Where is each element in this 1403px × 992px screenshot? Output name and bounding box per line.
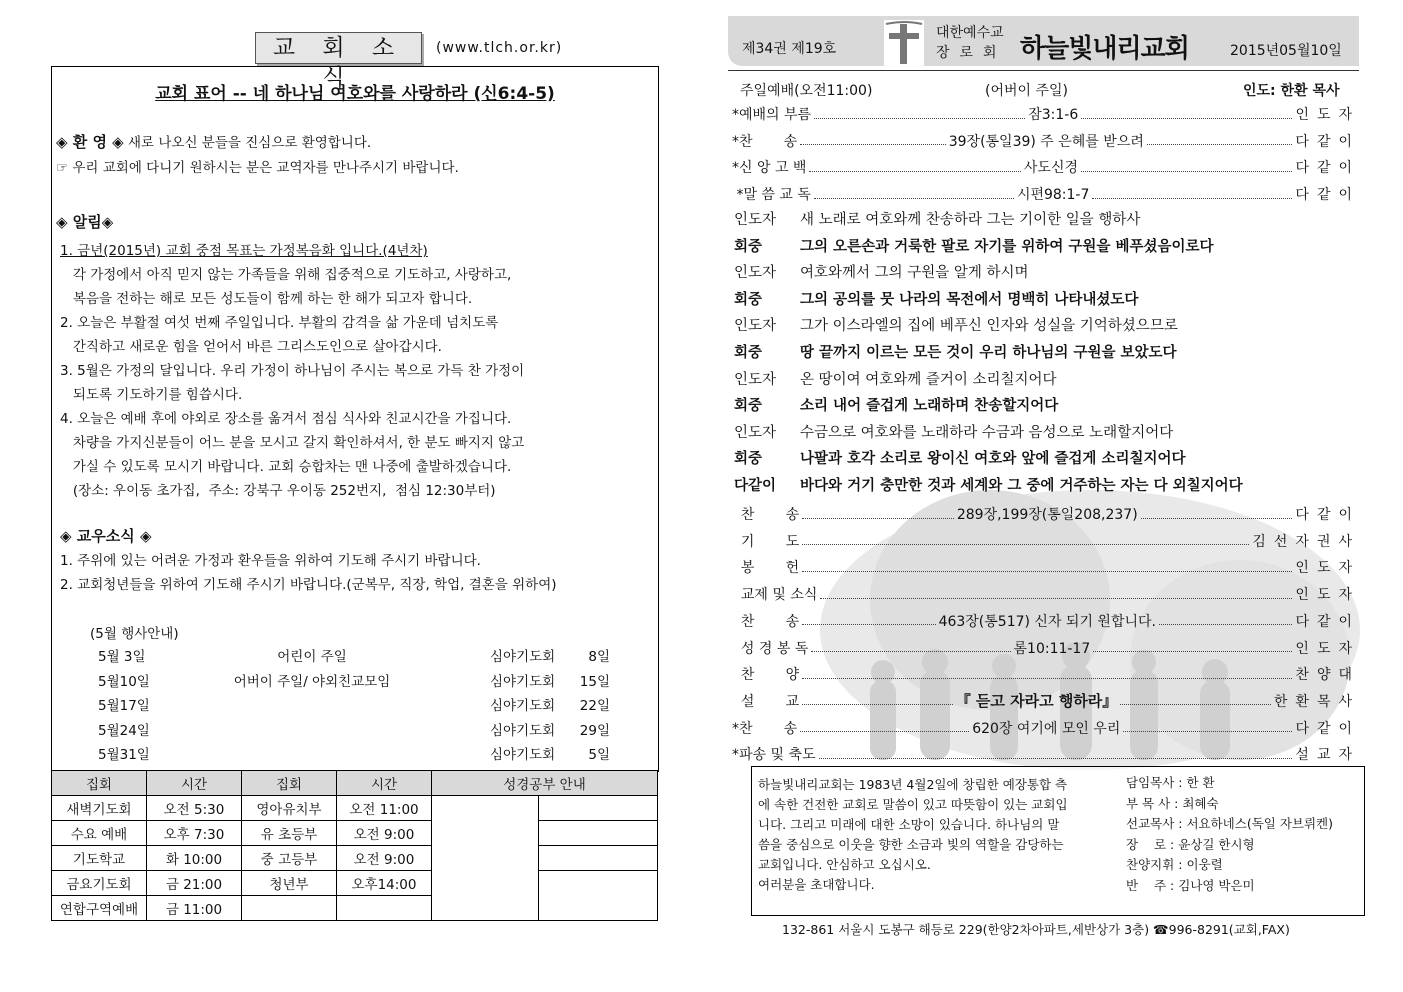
member-news-line: 2. 교회청년들을 위하여 기도해 주시기 바랍니다.(군복무, 직장, 학업, 결혼을 위하여)	[60, 577, 557, 593]
schedule-cell: 금 11:00	[147, 896, 242, 921]
responsive-line	[734, 421, 1173, 442]
responsive-line	[734, 474, 1243, 495]
order-content: 620장 여기에 모인 우리	[972, 720, 1121, 737]
schedule-cell: 금요기도회	[52, 871, 147, 896]
reading-text: 수금으로 여호와를 노래하라 수금과 음성으로 노래할지어다	[800, 424, 1174, 441]
welcome-section	[56, 131, 459, 176]
schedule-header: 집회	[52, 771, 147, 796]
staff-line: 선교목사 : 서요하네스(독일 자브뤼켄)	[1126, 816, 1334, 832]
reading-text: 그가 이스라엘의 집에 베푸신 인자와 성실을 기억하셨으므로	[800, 318, 1178, 335]
order-label: 교제 및 소식	[732, 587, 818, 604]
schedule-cell: 오전 9:00	[337, 821, 432, 846]
staff-list	[1126, 773, 1333, 897]
responsive-line	[734, 394, 1058, 415]
leader-dots	[802, 624, 935, 625]
bible-study-cell	[539, 821, 658, 846]
order-leader: 인도자	[1295, 560, 1360, 577]
leader-dots	[809, 171, 1020, 172]
schedule-cell: 오전 11:00	[337, 796, 432, 821]
denomination-line2: 장로회	[936, 45, 1007, 61]
notice-line: 3. 5월은 가정의 달입니다. 우리 가정이 하나님이 주시는 복으로 가득 찬 가정이	[60, 363, 525, 379]
schedule-row	[52, 871, 658, 896]
order-leader: 설교자	[1295, 747, 1360, 764]
leader-dots	[800, 731, 969, 732]
leader-dots	[802, 704, 953, 705]
leader-dots	[811, 651, 1010, 652]
order-label: 봉 헌	[732, 560, 800, 577]
schedule-header-row	[52, 771, 658, 796]
schedule-cell: 청년부	[242, 871, 337, 896]
schedule-cell: 화 10:00	[147, 846, 242, 871]
staff-line: 장 로 : 윤상길 한시형	[1126, 836, 1255, 852]
order-leader: 인도자	[1295, 107, 1361, 123]
event-day: 5일	[588, 747, 610, 763]
leader-dots	[1093, 651, 1292, 652]
event-name: 어린이 주일	[277, 649, 347, 665]
order-label: 성 경 봉 독	[732, 640, 809, 657]
order-item	[732, 663, 1360, 685]
order-label: *파송 및 축도	[732, 747, 816, 764]
event-date: 5월10일	[98, 673, 150, 690]
order-item	[732, 690, 1360, 712]
members-news-heading: ◈ 교우소식 ◈	[60, 527, 152, 545]
order-leader: 인도자	[1295, 640, 1360, 657]
welcome-heading: ◈ 환 영 ◈	[56, 133, 124, 151]
order-leader: 찬양대	[1295, 667, 1360, 684]
reading-text: 온 땅이여 여호와께 즐거이 소리칠지어다	[800, 371, 1057, 388]
order-leader: 다같이	[1295, 613, 1361, 630]
members-news-list	[60, 549, 557, 597]
schedule-cell: 오후14:00	[337, 871, 432, 896]
responsive-line	[734, 314, 1178, 335]
event-date: 5월31일	[98, 747, 150, 763]
order-content: 시편98:1-7	[1016, 187, 1090, 204]
schedule-cell: 수요 예배	[52, 821, 147, 846]
website-url[interactable]: (www.tlch.or.kr)	[436, 40, 563, 56]
header-rule	[728, 70, 1359, 71]
leader-dots	[1120, 704, 1271, 705]
reader-role: 인도자	[734, 424, 777, 441]
schedule-cell: 중 고등부	[242, 846, 337, 871]
event-day: 15일	[579, 673, 610, 690]
event-day: 29일	[579, 722, 610, 739]
order-item	[732, 503, 1360, 525]
order-item	[732, 156, 1361, 178]
responsive-line	[734, 261, 1029, 282]
responsive-line	[734, 288, 1138, 309]
notice-line: 2. 오늘은 부활절 여섯 번째 주일입니다. 부활의 감격을 삶 가운데 넘치도록	[60, 315, 499, 331]
order-content: 롬10:11-17	[1013, 640, 1091, 657]
order-item	[732, 183, 1360, 205]
order-leader: 다같이	[1295, 187, 1360, 204]
reading-text: 소리 내어 즐겁게 노래하며 찬송할지어다	[800, 398, 1059, 415]
schedule-cell: 영아유치부	[242, 796, 337, 821]
intro-line: 여러분을 초대합니다.	[758, 877, 875, 892]
order-item	[732, 130, 1360, 152]
order-content: 463장(통517) 신자 되기 원합니다.	[938, 613, 1156, 630]
events-heading: (5월 행사안내)	[90, 626, 179, 642]
order-item	[732, 743, 1360, 765]
order-leader: 다같이	[1295, 160, 1361, 177]
church-introduction	[758, 775, 1118, 895]
order-item	[732, 583, 1360, 605]
order-label: *신 앙 고 백	[732, 160, 807, 177]
event-row	[52, 743, 658, 768]
order-label: 설 교	[732, 693, 800, 710]
responsive-line	[734, 208, 1140, 229]
news-box	[51, 66, 659, 772]
leader-dots	[1141, 518, 1293, 519]
denomination-line1: 대한예수교	[936, 25, 1004, 41]
leader-dots	[800, 144, 946, 145]
reading-text: 그의 공의를 뭇 나라의 목전에서 명백히 나타내셨도다	[800, 291, 1139, 308]
responsive-line	[734, 341, 1177, 362]
schedule-row	[52, 846, 658, 871]
intro-line: 에 속한 건전한 교회로 말씀이 있고 따뜻함이 있는 교회입	[758, 797, 1068, 812]
staff-line: 부 목 사 : 최혜숙	[1126, 795, 1219, 811]
notice-line: 각 가정에서 아직 믿지 않는 가족들을 위해 집중적으로 기도하고, 사랑하고,	[60, 267, 512, 283]
schedule-cell: 오전 9:00	[337, 846, 432, 871]
event-prayer: 심야기도회	[490, 747, 556, 763]
event-name: 어버이 주일/ 야외친교모임	[233, 673, 391, 690]
notices-heading: ◈ 알림◈	[56, 213, 114, 231]
reader-role: 인도자	[734, 212, 777, 228]
order-leader: 인도자	[1295, 587, 1360, 604]
notice-line: 복음을 전하는 해로 모든 성도들이 함께 하는 한 해가 되고자 합니다.	[60, 291, 473, 307]
notice-line: 간직하고 새로운 힘을 얻어서 바른 그리스도인으로 살아갑시다.	[60, 339, 442, 355]
schedule-cell: 기도학교	[52, 846, 147, 871]
order-leader: 김선자권사	[1252, 533, 1360, 550]
notice-line: 차량을 가지신분들이 어느 분을 모시고 갈지 확인하셔서, 한 분도 빠지지 않고	[60, 435, 525, 451]
responsive-line	[734, 235, 1214, 256]
reader-role: 인도자	[734, 318, 777, 335]
order-content: 289장,199장(통일208,237)	[956, 507, 1138, 523]
leader-dots	[1081, 118, 1292, 119]
news-title: 교 회 소 식	[255, 32, 422, 64]
leader-dots	[819, 758, 1293, 759]
intro-line: 니다. 그리고 미래에 대한 소망이 있습니다. 하나님의 말	[758, 817, 1060, 832]
event-row	[52, 719, 658, 744]
reader-role: 회중	[734, 451, 763, 468]
order-leader: 한환목사	[1273, 693, 1360, 710]
intro-line: 하늘빛내리교회는 1983년 4월2일에 창립한 예장통합 측	[758, 777, 1068, 792]
notice-line: 되도록 기도하기를 힘씁시다.	[60, 387, 243, 403]
welcome-note: ☞ 우리 교회에 다니기 원하시는 분은 교역자를 만나주시기 바랍니다.	[56, 160, 459, 176]
address-footer: 132-861 서울시 도봉구 해등로 229(한양2차아파트,세반상가 3층) ☎996-8291(교회,FAX)	[782, 922, 1290, 937]
leader-dots	[1159, 624, 1292, 625]
bible-study-cell	[432, 796, 539, 921]
schedule-header: 성경공부 안내	[432, 771, 658, 796]
reading-text: 여호와께서 그의 구원을 알게 하시며	[800, 265, 1029, 282]
notices-section	[56, 211, 113, 232]
leader-dots	[1123, 731, 1292, 732]
reader-role: 다같이	[734, 478, 777, 494]
events-list	[52, 645, 658, 768]
bible-study-cell	[539, 846, 658, 871]
leader-dots	[802, 544, 1249, 545]
order-content: 39장(통일39) 주 은혜를 받으려	[948, 133, 1144, 150]
reader-role: 회중	[734, 345, 763, 361]
reader-role: 회중	[734, 291, 763, 308]
schedule-cell	[242, 896, 337, 921]
schedule-row	[52, 821, 658, 846]
staff-line: 찬양지휘 : 이웅렬	[1126, 857, 1223, 873]
schedule-row	[52, 796, 658, 821]
welcome-text: 새로 나오신 분들을 진심으로 환영합니다.	[123, 135, 372, 151]
bible-study-cell	[539, 871, 658, 921]
order-label: *말 씀 교 독	[732, 187, 811, 204]
order-item	[732, 637, 1360, 659]
leader-dots	[1092, 198, 1292, 199]
event-row	[52, 694, 658, 719]
reader-role: 회중	[734, 238, 763, 255]
schedule-table	[51, 770, 658, 921]
schedule-cell: 금 21:00	[147, 871, 242, 896]
responsive-line	[734, 368, 1057, 389]
notices-list	[60, 239, 524, 503]
schedule-cell: 새벽기도회	[52, 796, 147, 821]
service-name: 주일예배(오전11:00)	[740, 83, 873, 99]
reader-role: 인도자	[734, 371, 777, 388]
member-news-line: 1. 주위에 있는 어려운 가정과 환우들을 위하여 기도해 주시기 바랍니다.	[60, 553, 481, 569]
leader-dots	[814, 118, 1025, 119]
order-label: *찬 송	[732, 720, 798, 737]
order-item	[732, 103, 1361, 125]
order-label: *찬 송	[732, 133, 798, 150]
order-label: 찬 송	[732, 613, 800, 630]
order-leader: 다같이	[1295, 133, 1360, 150]
leader-dots	[814, 198, 1014, 199]
order-item	[732, 717, 1361, 739]
schedule-cell: 오후 7:30	[147, 821, 242, 846]
bible-study-cell	[539, 796, 658, 821]
staff-line: 반 주 : 김나영 박은미	[1126, 877, 1255, 893]
service-leader: 인도: 한환 목사	[1243, 83, 1340, 99]
event-date: 5월24일	[98, 722, 150, 739]
schedule-header: 시간	[337, 771, 432, 796]
schedule-header: 시간	[147, 771, 242, 796]
reading-text: 그의 오른손과 거룩한 팔로 자기를 위하여 구원을 베푸셨음이로다	[800, 238, 1214, 255]
schedule-cell: 연합구역예배	[52, 896, 147, 921]
order-leader: 다같이	[1295, 720, 1361, 737]
schedule-header: 집회	[242, 771, 337, 796]
staff-line: 담임목사 : 한 환	[1126, 775, 1215, 790]
event-day: 22일	[579, 698, 610, 714]
leader-dots	[820, 598, 1292, 599]
event-prayer: 심야기도회	[490, 649, 556, 665]
reader-role: 회중	[734, 398, 763, 415]
event-prayer: 심야기도회	[490, 722, 556, 739]
responsive-line	[734, 447, 1186, 468]
schedule-cell: 유 초등부	[242, 821, 337, 846]
event-row	[52, 670, 658, 695]
reading-text: 나팔과 호각 소리로 왕이신 여호와 앞에 즐겁게 소리칠지어다	[800, 451, 1186, 468]
service-occasion: (어버이 주일)	[985, 83, 1068, 99]
leader-dots	[1147, 144, 1293, 145]
event-prayer: 심야기도회	[490, 673, 556, 690]
leader-dots	[1081, 171, 1292, 172]
order-label: *예배의 부름	[732, 107, 812, 123]
event-date: 5월17일	[98, 698, 150, 714]
event-date: 5월 3일	[98, 649, 146, 665]
event-row	[52, 645, 658, 670]
notice-line: (장소: 우이동 초가집, 주소: 강북구 우이동 252번지, 점심 12:30부터)	[60, 483, 496, 499]
order-item	[732, 530, 1360, 552]
leader-dots	[802, 678, 1292, 679]
intro-line: 교회입니다. 안심하고 오십시오.	[758, 857, 931, 872]
church-name: 하늘빛내리교회	[1020, 34, 1189, 64]
church-motto: 교회 표어 -- 네 하나님 여호와를 사랑하라 (신6:4-5)	[155, 84, 555, 104]
intro-line: 씀을 중심으로 이웃을 향한 소금과 빛의 역할을 감당하는	[758, 837, 1064, 852]
schedule-cell: 오전 5:30	[147, 796, 242, 821]
cross-logo-icon	[884, 20, 924, 66]
church-info-box	[751, 766, 1365, 916]
reading-text: 땅 끝까지 이르는 모든 것이 우리 하나님의 구원을 보았도다	[800, 345, 1177, 361]
order-item	[732, 556, 1360, 578]
leader-dots	[802, 518, 954, 519]
notice-line: 4. 오늘은 예배 후에 야외로 장소를 옮겨서 점심 식사와 친교시간을 가집니다.	[60, 411, 512, 427]
reader-role: 인도자	[734, 265, 777, 282]
reading-text: 바다와 거기 충만한 것과 세계와 그 중에 거주하는 자는 다 외칠지어다	[800, 478, 1243, 494]
order-content: 잠3:1-6	[1028, 107, 1079, 123]
reading-text: 새 노래로 여호와께 찬송하라 그는 기이한 일을 행하사	[800, 212, 1141, 228]
schedule-cell	[337, 896, 432, 921]
bulletin-date: 2015년05월10일	[1230, 43, 1342, 59]
order-content: 『 듣고 자라고 행하라』	[955, 692, 1118, 711]
order-item	[732, 610, 1361, 632]
event-day: 8일	[588, 649, 610, 665]
order-label: 기 도	[732, 533, 800, 550]
leader-dots	[802, 571, 1292, 572]
notice-line: 1. 금년(2015년) 교회 중점 목표는 가정복음화 입니다.(4년차)	[60, 243, 428, 259]
order-label: 찬 송	[732, 507, 800, 523]
notice-line: 가실 수 있도록 모시기 바랍니다. 교회 승합차는 맨 나중에 출발하겠습니다.	[60, 459, 512, 475]
order-label: 찬 양	[732, 667, 800, 684]
volume-number: 제34권 제19호	[742, 41, 837, 57]
event-prayer: 심야기도회	[490, 698, 556, 714]
order-leader: 다같이	[1295, 507, 1360, 523]
order-content: 사도신경	[1023, 160, 1078, 177]
